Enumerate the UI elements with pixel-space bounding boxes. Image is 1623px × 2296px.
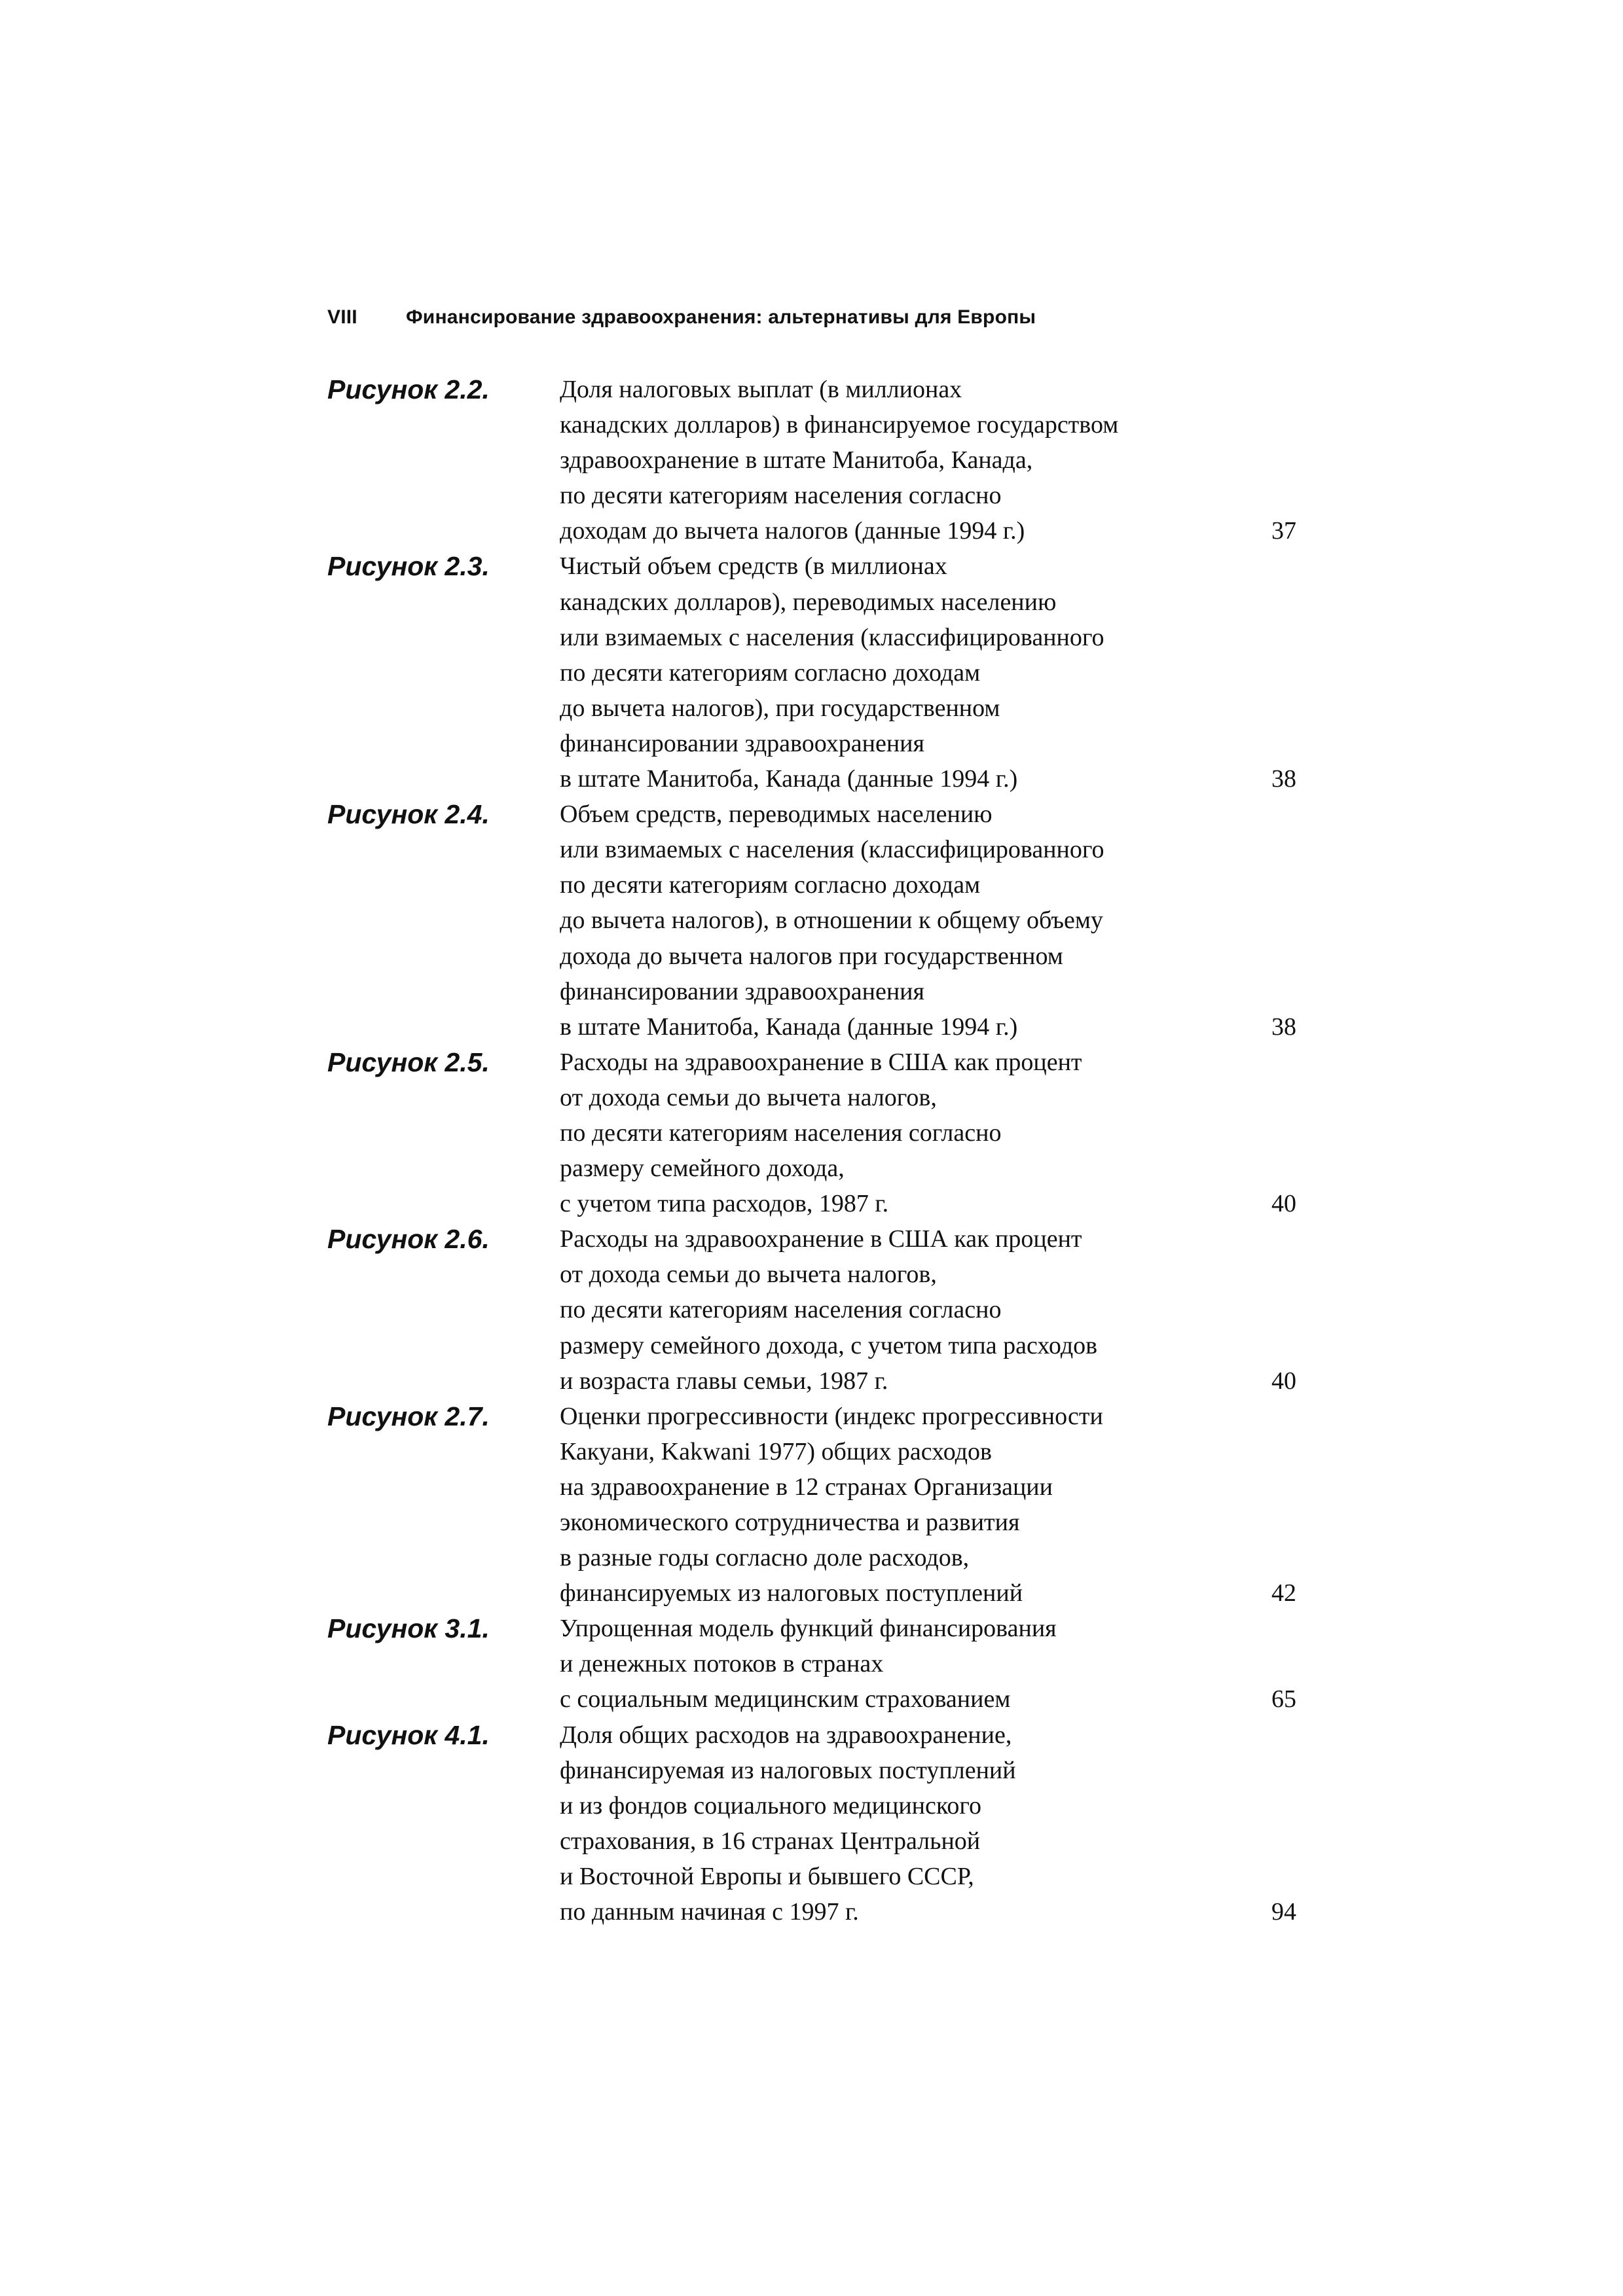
caption-line: Объем средств, переводимых населению	[560, 800, 993, 829]
caption-line: Какуани, Kakwani 1977) общих расходов	[560, 1437, 992, 1465]
figure-label: Рисунок 2.7.	[327, 1401, 490, 1431]
caption-line: Чистый объем средств (в миллионах	[560, 552, 947, 581]
caption-line: и денежных потоков в странах	[560, 1650, 884, 1678]
caption-line: Доля общих расходов на здравоохранение,	[560, 1721, 1012, 1749]
caption-line: в разные годы согласно доле расходов,	[560, 1544, 970, 1572]
caption-line: до вычета налогов), в отношении к общему объему	[560, 906, 1103, 935]
caption-line: и Восточной Европы и бывшего СССР,	[560, 1862, 974, 1890]
caption-line: по десяти категориям согласно доходам	[560, 871, 981, 899]
figure-entry	[327, 1221, 1296, 1398]
figure-entry	[327, 372, 1296, 548]
figure-entry	[327, 797, 1296, 1045]
page-number: 40	[1271, 1190, 1296, 1218]
figure-caption	[560, 1717, 1296, 1930]
caption-line: размеру семейного дохода,	[560, 1155, 845, 1183]
figure-entry	[327, 1045, 1296, 1221]
caption-line: по десяти категориям согласно доходам	[560, 658, 981, 687]
caption-line: финансируемых из налоговых поступлений	[560, 1579, 1023, 1607]
figure-list	[327, 372, 1296, 1929]
figure-label: Рисунок 3.1.	[327, 1613, 490, 1644]
caption-line: здравоохранение в штате Манитоба, Канада,	[560, 446, 1033, 475]
caption-line: Доля налоговых выплат (в миллионах	[560, 376, 962, 403]
caption-line: финансируемая из налоговых поступлений	[560, 1756, 1016, 1784]
figure-entry	[327, 548, 1296, 797]
page-number: 42	[1271, 1579, 1296, 1607]
caption-line: и из фондов социального медицинского	[560, 1791, 982, 1820]
caption-line: в штате Манитоба, Канада (данные 1994 г.)	[560, 765, 1018, 793]
caption-line: по десяти категориям населения согласно	[560, 1296, 1002, 1324]
caption-line: размеру семейного дохода, с учетом типа расходов	[560, 1331, 1098, 1359]
figure-label: Рисунок 2.3.	[327, 551, 490, 582]
caption-line: Расходы на здравоохранение в США как процент	[560, 1225, 1082, 1253]
caption-line: до вычета налогов), при государственном	[560, 694, 1000, 722]
figure-entry	[327, 1611, 1296, 1717]
caption-line: с социальным медицинским страхованием	[560, 1685, 1011, 1713]
caption-line: по десяти категориям населения согласно	[560, 1119, 1002, 1147]
caption-line: дохода до вычета налогов при государственном	[560, 942, 1063, 970]
page-number: 94	[1271, 1898, 1296, 1926]
figure-caption	[560, 1399, 1296, 1611]
caption-line: или взимаемых с населения (классифицированного	[560, 836, 1104, 864]
caption-line: Оценки прогрессивности (индекс прогрессивности	[560, 1402, 1103, 1430]
figure-label: Рисунок 2.6.	[327, 1224, 490, 1255]
figure-entry	[327, 1717, 1296, 1930]
caption-line: страхования, в 16 странах Центральной	[560, 1827, 981, 1855]
page-number: 40	[1271, 1367, 1296, 1395]
figure-caption	[560, 548, 1296, 797]
caption-line: или взимаемых с населения (классифицированного	[560, 623, 1104, 651]
figure-label: Рисунок 2.5.	[327, 1047, 490, 1077]
caption-line: канадских долларов) в финансируемое государством	[560, 411, 1119, 439]
caption-line: от дохода семьи до вычета налогов,	[560, 1261, 937, 1289]
figure-entry	[327, 1399, 1296, 1611]
page-number: 65	[1271, 1685, 1296, 1713]
running-head	[327, 306, 1036, 329]
caption-line: и возраста главы семьи, 1987 г.	[560, 1367, 888, 1395]
caption-line: Упрощенная модель функций финансирования	[560, 1615, 1057, 1643]
caption-line: на здравоохранение в 12 странах Организации	[560, 1473, 1053, 1501]
caption-line: канадских долларов), переводимых населению	[560, 588, 1057, 616]
figure-caption	[560, 372, 1296, 548]
caption-line: Расходы на здравоохранение в США как процент	[560, 1048, 1082, 1076]
caption-line: с учетом типа расходов, 1987 г.	[560, 1190, 889, 1218]
caption-line: от дохода семьи до вычета налогов,	[560, 1083, 937, 1111]
caption-line: по десяти категориям населения согласно	[560, 482, 1002, 510]
page-number: 37	[1271, 517, 1296, 545]
running-title: Финансирование здравоохранения: альтернативы для Европы	[406, 306, 1036, 328]
figure-caption	[560, 1611, 1296, 1717]
figure-caption	[560, 1045, 1296, 1221]
figure-label: Рисунок 2.2.	[327, 374, 490, 404]
caption-line: по данным начиная с 1997 г.	[560, 1898, 859, 1926]
page-number: 38	[1271, 765, 1296, 793]
figure-label: Рисунок 2.4.	[327, 799, 490, 830]
figure-caption	[560, 797, 1296, 1045]
figure-caption	[560, 1221, 1296, 1398]
page-number: 38	[1271, 1013, 1296, 1041]
page-folio: VIII	[327, 306, 357, 328]
caption-line: финансировании здравоохранения	[560, 977, 924, 1005]
caption-line: экономического сотрудничества и развития	[560, 1509, 1020, 1536]
figure-label: Рисунок 4.1.	[327, 1719, 490, 1750]
caption-line: финансировании здравоохранения	[560, 729, 924, 757]
caption-line: доходам до вычета налогов (данные 1994 г.)	[560, 517, 1025, 545]
caption-line: в штате Манитоба, Канада (данные 1994 г.)	[560, 1013, 1018, 1041]
